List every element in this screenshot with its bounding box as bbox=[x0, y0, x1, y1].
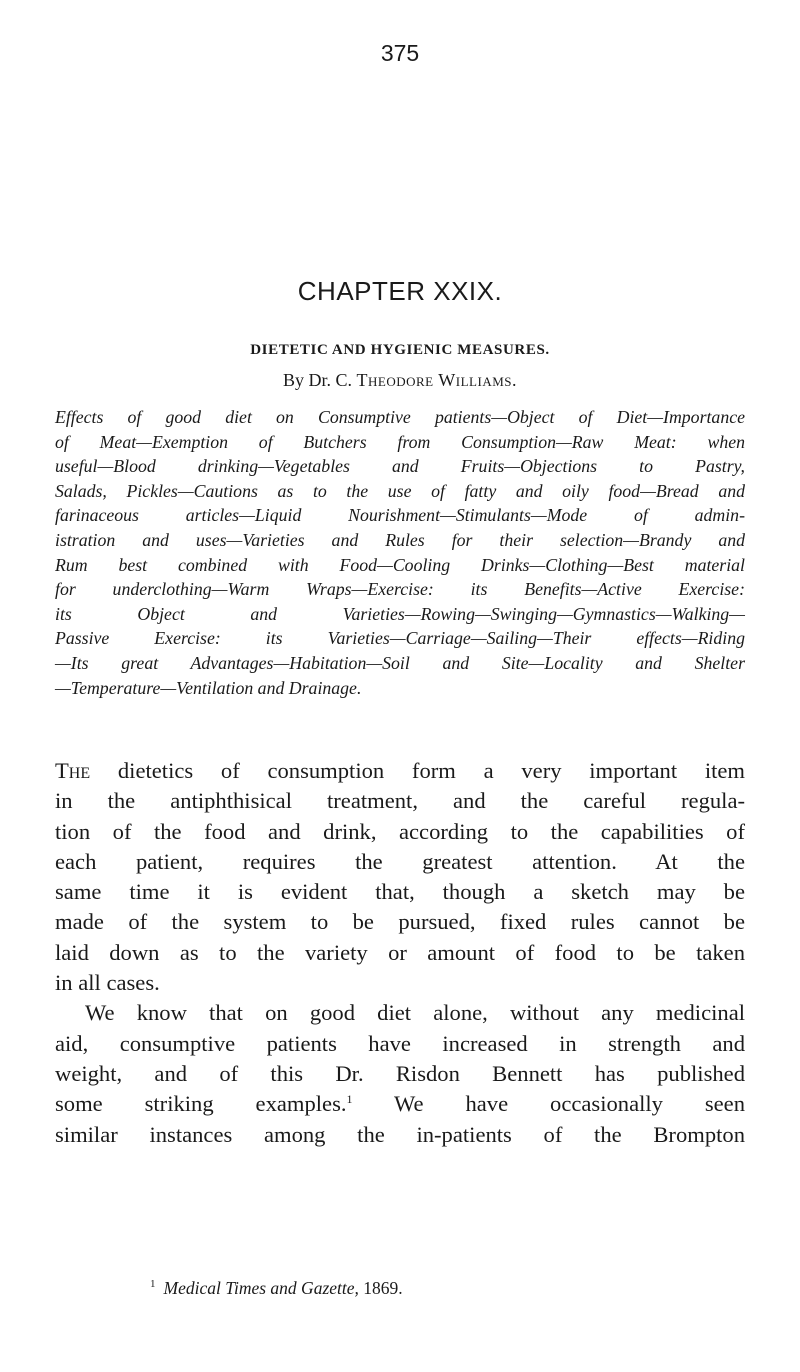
drop-word: The bbox=[55, 758, 91, 783]
footnote-mark: 1 bbox=[150, 1278, 156, 1290]
footnote bbox=[150, 1278, 770, 1299]
body-line: tion of the food and drink, according to the capabilities of bbox=[55, 818, 745, 844]
section-title: DIETETIC AND HYGIENIC MEASURES. bbox=[250, 342, 550, 358]
body-line: same time it is evident that, though a sketch may be bbox=[55, 879, 745, 905]
chapter-synopsis bbox=[55, 405, 745, 700]
synopsis-line: Rum best combined with Food—Cooling Drinks—Clothing—Best material bbox=[55, 554, 745, 575]
body-line: each patient, requires the greatest attention. At the bbox=[55, 848, 745, 874]
synopsis-line: farinaceous articles—Liquid Nourishment—Stimulants—Mode of admin- bbox=[55, 505, 745, 526]
synopsis-line: istration and uses—Varieties and Rules for their selection—Brandy and bbox=[55, 529, 745, 550]
body-line: laid down as to the variety or amount of food to be taken bbox=[55, 939, 745, 965]
synopsis-line: useful—Blood drinking—Vegetables and Fruits—Objections to Pastry, bbox=[55, 456, 745, 477]
footnote-reference[interactable]: 1 bbox=[346, 1092, 353, 1107]
body-line: made of the system to be pursued, fixed rules cannot be bbox=[55, 909, 745, 935]
synopsis-line: —Its great Advantages—Habitation—Soil and Site—Locality and Shelter bbox=[55, 652, 745, 673]
page-number: 375 bbox=[380, 40, 420, 66]
byline bbox=[0, 370, 800, 391]
body-line: We know that on good diet alone, without any medicinal bbox=[85, 1000, 745, 1026]
body-line-text: dietetics of consumption form a very important item bbox=[90, 758, 745, 783]
synopsis-line: Passive Exercise: its Varieties—Carriage—Sailing—Their effects—Riding bbox=[55, 628, 745, 649]
body-line bbox=[55, 756, 745, 786]
body-line: in all cases. bbox=[55, 970, 160, 996]
chapter-title: CHAPTER XXIX. bbox=[297, 276, 503, 306]
body-line bbox=[55, 1089, 745, 1119]
byline-author: Theodore Williams. bbox=[356, 370, 517, 390]
body-line: in the antiphthisical treatment, and the careful regula- bbox=[55, 788, 745, 814]
body-line: weight, and of this Dr. Risdon Bennett has published bbox=[55, 1060, 745, 1086]
synopsis-line: —Temperature—Ventilation and Drainage. bbox=[55, 677, 362, 698]
footnote-title: Medical Times and Gazette, bbox=[163, 1278, 359, 1298]
synopsis-line: Effects of good diet on Consumptive patients—Object of Diet—Importance bbox=[55, 407, 745, 427]
synopsis-line: of Meat—Exemption of Butchers from Consumption—Raw Meat: when bbox=[55, 431, 745, 452]
body-line: similar instances among the in-patients of the Brompton bbox=[55, 1121, 745, 1147]
footnote-year: 1869. bbox=[358, 1278, 403, 1298]
body-text bbox=[55, 756, 745, 1150]
synopsis-line: its Object and Varieties—Rowing—Swinging—Gymnastics—Walking— bbox=[55, 603, 745, 624]
body-line-text: some striking examples. bbox=[55, 1091, 347, 1117]
synopsis-line: for underclothing—Warm Wraps—Exercise: its Benefits—Active Exercise: bbox=[55, 579, 745, 600]
body-line-text: We have occasionally seen bbox=[352, 1091, 745, 1117]
synopsis-line: Salads, Pickles—Cautions as to the use of fatty and oily food—Bread and bbox=[55, 480, 745, 501]
byline-prefix: By Dr. C. bbox=[283, 370, 357, 390]
body-line: aid, consumptive patients have increased in strength and bbox=[55, 1030, 745, 1056]
